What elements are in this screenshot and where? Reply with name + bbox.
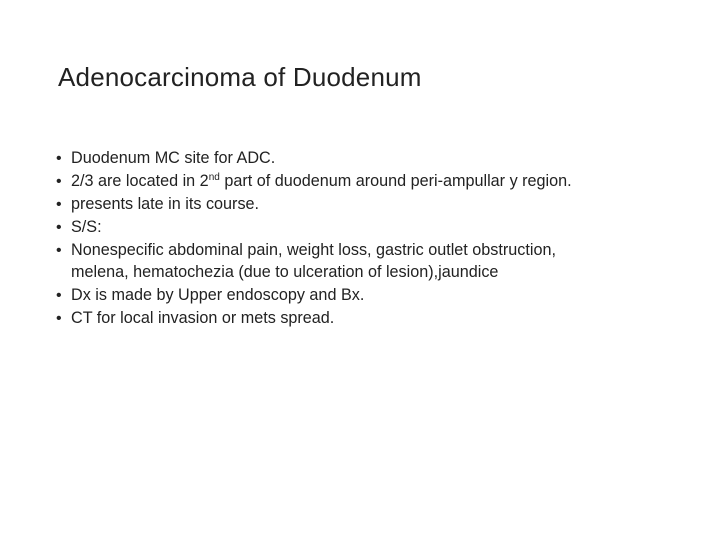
- bullet-text-line-2: melena, hematochezia (due to ulceration of lesion),jaundice: [71, 262, 499, 281]
- bullet-item: [56, 285, 696, 307]
- bullet-dot: •: [56, 173, 62, 190]
- bullet-dot: •: [56, 196, 62, 213]
- bullet-text-pre: 2/3 are located in 2: [71, 172, 209, 190]
- bullet-item: [56, 171, 696, 193]
- bullet-dot: •: [56, 219, 62, 236]
- bullet-item: [56, 308, 696, 330]
- bullet-item: [56, 194, 696, 216]
- bullet-text-line-1: Nonespecific abdominal pain, weight loss, gastric outlet obstruction,: [71, 241, 556, 259]
- bullet-list: [56, 148, 696, 331]
- bullet-text: S/S:: [71, 218, 102, 236]
- bullet-text: [71, 171, 696, 193]
- bullet-item: [56, 240, 696, 283]
- bullet-dot: •: [56, 286, 62, 304]
- bullet-text: Duodenum MC site for ADC.: [71, 149, 276, 167]
- bullet-item: [56, 217, 696, 239]
- ordinal-superscript: nd: [208, 172, 220, 183]
- bullet-dot: •: [56, 242, 62, 259]
- bullet-text: presents late in its course.: [71, 195, 260, 213]
- bullet-text: Dx is made by Upper endoscopy and Bx.: [71, 285, 365, 304]
- bullet-text: CT for local invasion or mets spread.: [71, 308, 335, 327]
- slide-title: Adenocarcinoma of Duodenum: [58, 62, 422, 92]
- bullet-dot: •: [56, 309, 62, 327]
- bullet-item: [56, 148, 696, 170]
- bullet-dot: •: [56, 150, 62, 167]
- bullet-text-post: part of duodenum around peri-ampullar y region.: [219, 172, 572, 190]
